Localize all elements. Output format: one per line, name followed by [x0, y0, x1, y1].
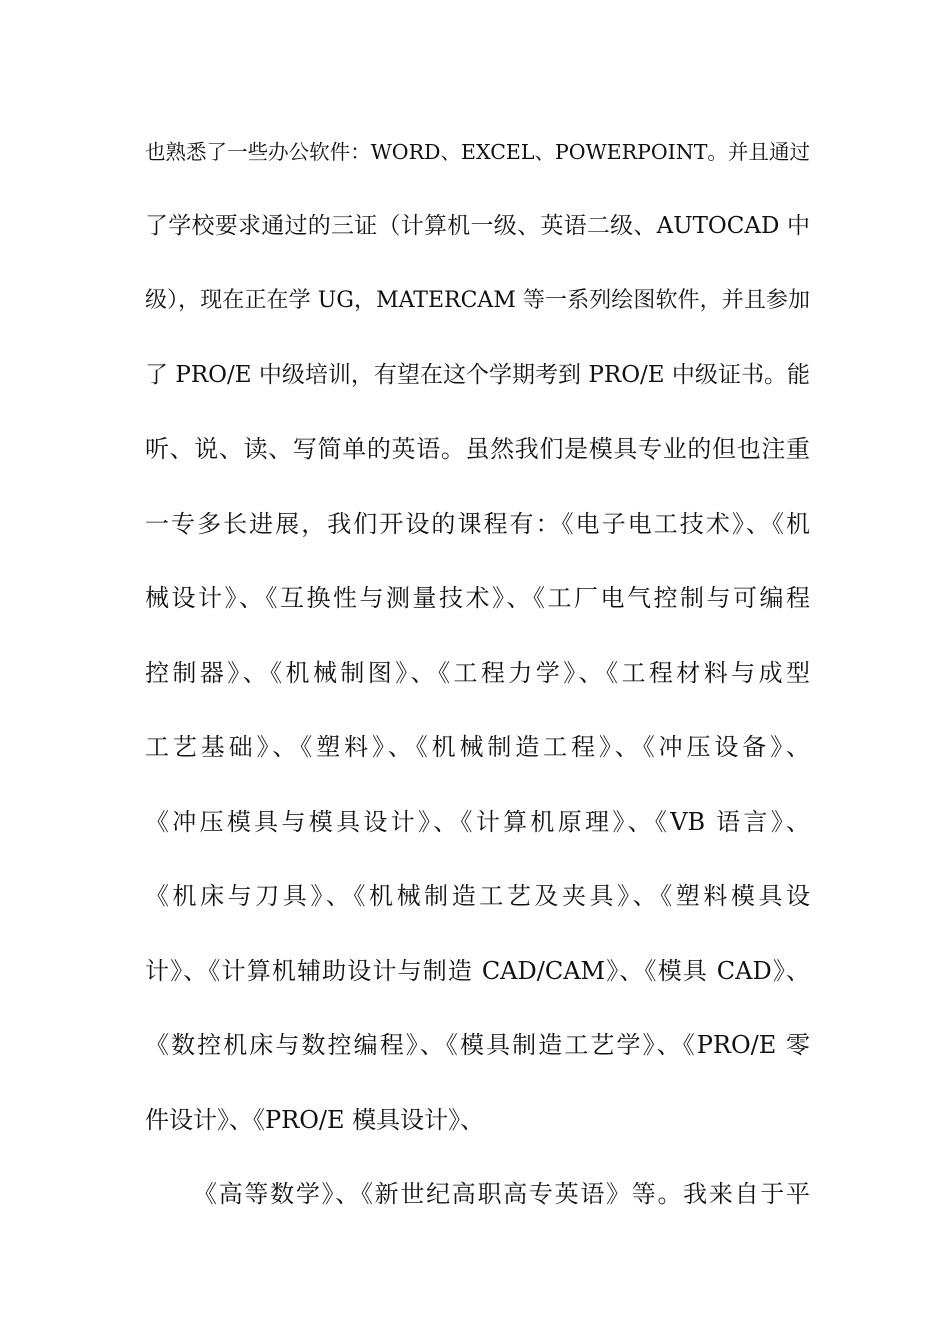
- text-line-14: 件设计》、《PRO/E 模具设计》、: [145, 1106, 485, 1134]
- text-line-11: 《机床与刀具》、《机械制造工艺及夹具》、《塑料模具设: [145, 882, 810, 910]
- text-line-2: 了学校要求通过的三证（计算机一级、英语二级、AUTOCAD 中: [145, 213, 810, 239]
- text-line-3: 级），现在正在学 UG，MATERCAM 等一系列绘图软件，并且参加: [145, 288, 810, 313]
- text-line-5: 听、说、读、写简单的英语。虽然我们是模具专业的但也注重: [145, 435, 810, 463]
- text-line-6: 一专多长进展，我们开设的课程有：《电子电工技术》、《机: [145, 510, 810, 538]
- text-line-1: 也熟悉了一些办公软件：WORD、EXCEL、POWERPOINT。并且通过: [145, 140, 810, 164]
- text-line-8: 控制器》、《机械制图》、《工程力学》、《工程材料与成型: [145, 659, 810, 687]
- text-line-9: 工艺基础》、《塑料》、《机械制造工程》、《冲压设备》、: [145, 733, 810, 761]
- text-line-4: 了 PRO/E 中级培训，有望在这个学期考到 PRO/E 中级证书。能: [145, 362, 810, 388]
- text-line-12: 计》、《计算机辅助设计与制造 CAD/CAM》、《模具 CAD》、: [145, 957, 810, 985]
- text-line-7: 械设计》、《互换性与测量技术》、《工厂电气控制与可编程: [145, 584, 810, 612]
- text-line-10: 《冲压模具与模具设计》、《计算机原理》、《VB 语言》、: [145, 808, 810, 836]
- text-line-13: 《数控机床与数控编程》、《模具制造工艺学》、《PRO/E 零: [145, 1031, 810, 1059]
- text-line-15: 《高等数学》、《新世纪高职高专英语》等。我来自于平: [193, 1180, 810, 1208]
